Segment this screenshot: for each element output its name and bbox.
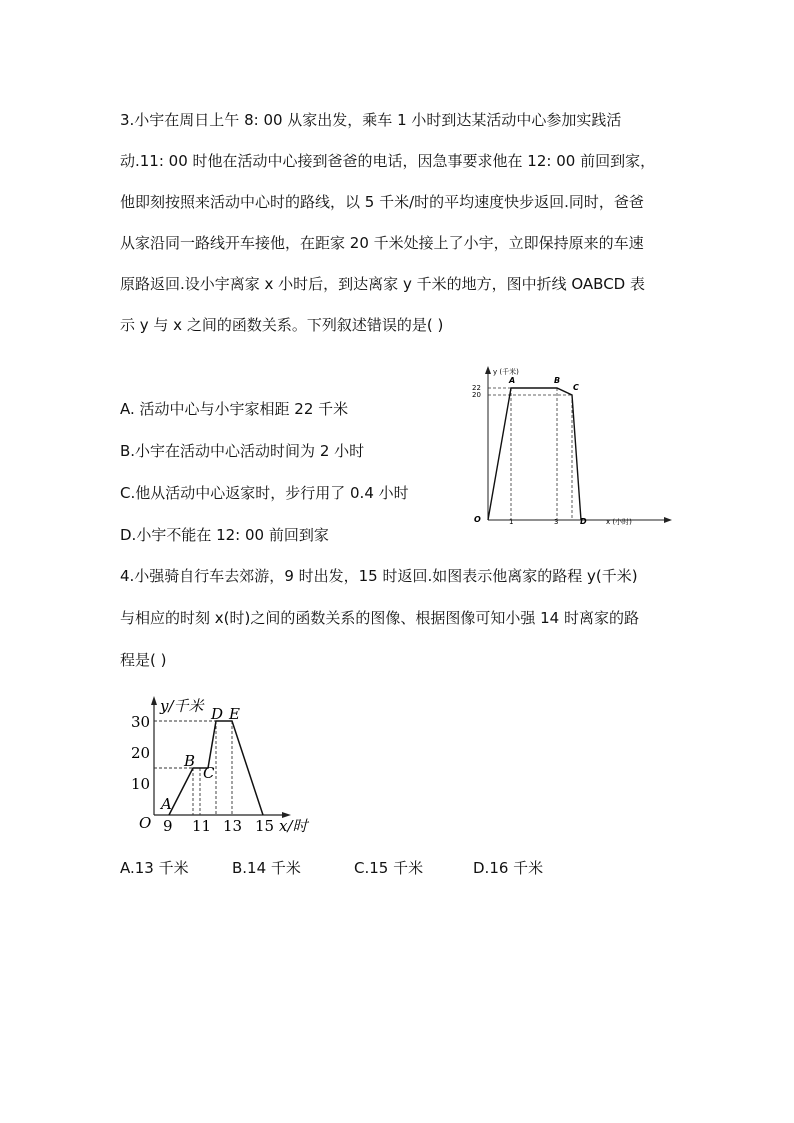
y-tick-30: 30 bbox=[131, 713, 151, 731]
x-axis-arrow bbox=[664, 517, 672, 523]
q3-line-2: 动.11: 00 时他在活动中心接到爸爸的电话，因急事要求他在 12: 00 前回到家， bbox=[120, 152, 656, 170]
origin-label: O bbox=[139, 814, 152, 832]
q3-line-1: 3.小宇在周日上午 8: 00 从家出发，乘车 1 小时到达某活动中心参加实践活 bbox=[120, 111, 622, 129]
point-d-label: D bbox=[580, 517, 587, 526]
x-axis-label: x (小时) bbox=[606, 518, 632, 526]
q4-line-1: 4.小强骑自行车去郊游，9 时出发，15 时返回.如图表示他离家的路程 y(千米) bbox=[120, 567, 638, 585]
point-c-label: C bbox=[203, 764, 215, 782]
y-tick-22: 22 bbox=[472, 384, 481, 392]
x-tick-13: 13 bbox=[223, 817, 243, 835]
q3-option-b: B.小宇在活动中心活动时间为 2 小时 bbox=[120, 442, 365, 460]
q3-line-6: 示 y 与 x 之间的函数关系。下列叙述错误的是( ) bbox=[120, 316, 444, 334]
y-tick-20: 20 bbox=[472, 391, 481, 399]
y-axis-label: y (千米) bbox=[493, 368, 519, 376]
q3-option-d: D.小宇不能在 12: 00 前回到家 bbox=[120, 526, 329, 544]
q4-option-a: A.13 千米 bbox=[120, 859, 189, 877]
x-tick-11: 11 bbox=[192, 817, 212, 835]
origin-label: O bbox=[474, 515, 481, 524]
y-axis-arrow bbox=[151, 696, 157, 705]
q4-line-3: 程是( ) bbox=[120, 651, 167, 669]
x-tick-9: 9 bbox=[163, 817, 173, 835]
q4-option-c: C.15 千米 bbox=[354, 859, 424, 877]
x-tick-3: 3 bbox=[554, 518, 559, 526]
x-axis-label: x/时 bbox=[279, 817, 308, 835]
x-tick-15: 15 bbox=[255, 817, 275, 835]
q3-polyline bbox=[488, 388, 581, 520]
point-d-label: D bbox=[211, 705, 224, 723]
y-axis-arrow bbox=[485, 366, 491, 374]
q3-line-3: 他即刻按照来活动中心时的路线，以 5 千米/时的平均速度快步返回.同时，爸爸 bbox=[120, 193, 644, 211]
q4-graph bbox=[125, 690, 345, 840]
point-e-label: E bbox=[229, 705, 240, 723]
q3-line-5: 原路返回.设小宇离家 x 小时后，到达离家 y 千米的地方，图中折线 OABCD 表 bbox=[120, 275, 645, 293]
point-b-label: B bbox=[554, 376, 561, 385]
y-tick-20: 20 bbox=[131, 744, 151, 762]
x-tick-1: 1 bbox=[509, 518, 514, 526]
point-a-label: A bbox=[161, 795, 172, 813]
y-tick-10: 10 bbox=[131, 775, 151, 793]
q3-guides bbox=[488, 388, 572, 520]
q3-option-a: A. 活动中心与小宇家相距 22 千米 bbox=[120, 400, 349, 418]
point-b-label: B bbox=[184, 752, 196, 770]
q3-graph bbox=[460, 360, 680, 535]
q3-line-4: 从家沿同一路线开车接他，在距家 20 千米处接上了小宇，立即保持原来的车速 bbox=[120, 234, 644, 252]
q4-line-2: 与相应的时刻 x(时)之间的函数关系的图像、根据图像可知小强 14 时离家的路 bbox=[120, 609, 639, 627]
point-c-label: C bbox=[573, 383, 579, 392]
q3-option-c: C.他从活动中心返家时，步行用了 0.4 小时 bbox=[120, 484, 409, 502]
y-axis-label: y/千米 bbox=[160, 697, 204, 715]
q4-option-d: D.16 千米 bbox=[473, 859, 544, 877]
point-a-label: A bbox=[509, 376, 516, 385]
q4-option-b: B.14 千米 bbox=[232, 859, 301, 877]
